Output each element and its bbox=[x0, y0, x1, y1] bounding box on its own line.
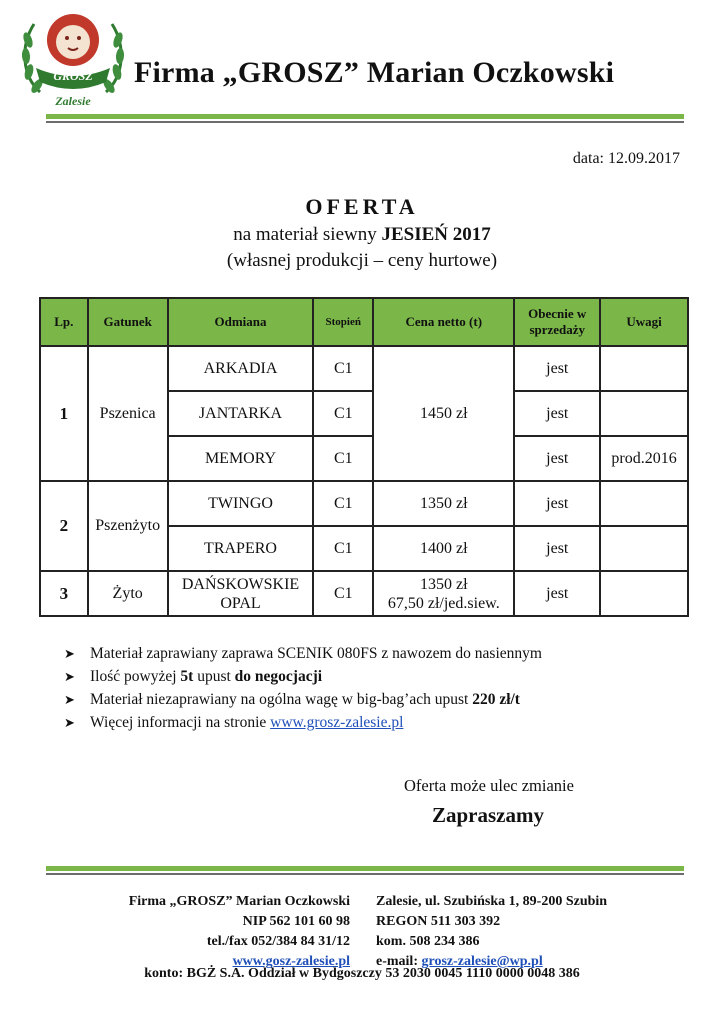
footer-regon: REGON 511 303 392 bbox=[376, 914, 501, 929]
header-obecnie: Obecnie w sprzedaży bbox=[514, 298, 600, 346]
footer-right bbox=[376, 892, 676, 972]
cell-cena: 1350 zł bbox=[373, 481, 514, 526]
cell-uwagi bbox=[600, 526, 688, 571]
cell-gatunek: Pszenica bbox=[88, 346, 168, 481]
header-odmiana: Odmiana bbox=[168, 298, 314, 346]
table-row bbox=[40, 481, 688, 526]
offer-subtitle-prefix: na materiał siewny bbox=[233, 224, 377, 245]
cell-stopien: C1 bbox=[313, 391, 373, 436]
header-uwagi: Uwagi bbox=[600, 298, 688, 346]
website-link[interactable]: www.grosz-zalesie.pl bbox=[270, 713, 404, 731]
list-item bbox=[64, 642, 542, 665]
offer-subtitle bbox=[0, 224, 724, 246]
cell-uwagi bbox=[600, 571, 688, 616]
cell-odmiana bbox=[168, 571, 314, 616]
cell-obecnie: jest bbox=[514, 436, 600, 481]
cena-line-2: 67,50 zł/jed.siew. bbox=[387, 594, 500, 612]
arrow-bullet-icon: ➤ bbox=[64, 645, 75, 661]
footer-divider bbox=[46, 866, 684, 875]
header-gatunek: Gatunek bbox=[88, 298, 168, 346]
list-item bbox=[64, 665, 542, 688]
svg-text:GROSZ: GROSZ bbox=[53, 69, 93, 83]
cell-cena bbox=[373, 571, 514, 616]
arrow-bullet-icon: ➤ bbox=[64, 668, 75, 684]
cell-obecnie: jest bbox=[514, 526, 600, 571]
footer-email: e-mail: grosz-zalesie@wp.pl bbox=[376, 954, 543, 969]
cell-odmiana: TRAPERO bbox=[168, 526, 314, 571]
odmiana-line-2: OPAL bbox=[220, 594, 261, 612]
cell-gatunek: Żyto bbox=[88, 571, 168, 616]
footer-website-link[interactable]: www.gosz-zalesie.pl bbox=[232, 954, 350, 969]
cell-uwagi: prod.2016 bbox=[600, 436, 688, 481]
list-item bbox=[64, 711, 542, 734]
list-item bbox=[64, 688, 542, 711]
cell-stopien: C1 bbox=[313, 526, 373, 571]
cell-stopien: C1 bbox=[313, 481, 373, 526]
cell-obecnie: jest bbox=[514, 481, 600, 526]
arrow-bullet-icon: ➤ bbox=[64, 714, 75, 730]
cell-gatunek: Pszenżyto bbox=[88, 481, 168, 571]
offer-subtitle-2: (własnej produkcji – ceny hurtowe) bbox=[226, 250, 498, 271]
company-name: Firma „GROSZ” Marian Oczkowski bbox=[134, 56, 615, 89]
footer-address: Zalesie, ul. Szubińska 1, 89-200 Szubin bbox=[376, 894, 608, 909]
cell-odmiana: TWINGO bbox=[168, 481, 314, 526]
svg-text:Zalesie: Zalesie bbox=[55, 94, 91, 108]
cell-cena: 1400 zł bbox=[373, 526, 514, 571]
cell-odmiana: JANTARKA bbox=[168, 391, 314, 436]
cell-odmiana: MEMORY bbox=[168, 436, 314, 481]
lion-wreath-logo-icon bbox=[18, 6, 128, 110]
cell-stopien: C1 bbox=[313, 436, 373, 481]
table-header-row bbox=[40, 298, 688, 346]
cell-cena: 1450 zł bbox=[373, 346, 514, 481]
table-row bbox=[40, 571, 688, 616]
cena-line-1: 1350 zł bbox=[420, 575, 468, 593]
notes-list bbox=[64, 642, 542, 734]
arrow-bullet-icon: ➤ bbox=[64, 691, 75, 707]
note-text: Materiał niezaprawiany na ogólna wagę w big-bag’ach upust 220 zł/t bbox=[90, 690, 520, 708]
offer-title: OFERTA bbox=[305, 194, 419, 219]
header-cena: Cena netto (t) bbox=[373, 298, 514, 346]
header-divider bbox=[46, 114, 684, 123]
odmiana-line-1: DAŃSKOWSKIE bbox=[181, 575, 300, 593]
cell-obecnie: jest bbox=[514, 346, 600, 391]
invitation: Zapraszamy bbox=[432, 803, 544, 827]
header-stopien: Stopień bbox=[313, 298, 373, 346]
cell-obecnie: jest bbox=[514, 391, 600, 436]
cell-odmiana: ARKADIA bbox=[168, 346, 314, 391]
cell-uwagi bbox=[600, 346, 688, 391]
note-text: Więcej informacji na stronie www.grosz-zalesie.pl bbox=[90, 713, 404, 731]
cell-uwagi bbox=[600, 481, 688, 526]
company-logo bbox=[18, 6, 128, 110]
footer-left bbox=[98, 892, 350, 972]
footer-company: Firma „GROSZ” Marian Oczkowski bbox=[128, 894, 350, 909]
email-link[interactable]: grosz-zalesie@wp.pl bbox=[421, 954, 543, 969]
header-lp: Lp. bbox=[40, 298, 88, 346]
cell-stopien: C1 bbox=[313, 346, 373, 391]
cell-lp: 2 bbox=[40, 481, 88, 571]
cell-stopien: C1 bbox=[313, 571, 373, 616]
cell-obecnie: jest bbox=[514, 571, 600, 616]
cell-lp: 1 bbox=[40, 346, 88, 481]
note-text: Materiał zaprawiany zaprawa SCENIK 080FS z nawozem do nasiennym bbox=[90, 644, 542, 662]
table-row bbox=[40, 346, 688, 391]
cell-uwagi bbox=[600, 391, 688, 436]
cell-lp: 3 bbox=[40, 571, 88, 616]
footer-mobile: kom. 508 234 386 bbox=[376, 934, 480, 949]
note-text: Ilość powyżej 5t upust do negocjacji bbox=[90, 667, 323, 685]
footer-nip: NIP 562 101 60 98 bbox=[242, 914, 350, 929]
footer-phone: tel./fax 052/384 84 31/12 bbox=[206, 934, 350, 949]
offer-season: JESIEŃ 2017 bbox=[381, 224, 491, 245]
document-date: data: 12.09.2017 bbox=[572, 150, 680, 167]
offer-table bbox=[39, 297, 689, 617]
offer-change-note: Oferta może ulec zmianie bbox=[404, 776, 574, 795]
bank-account: konto: BGŻ S.A. Oddział w Bydgoszczy 53 2030 0045 1110 0000 0048 386 bbox=[144, 966, 580, 981]
